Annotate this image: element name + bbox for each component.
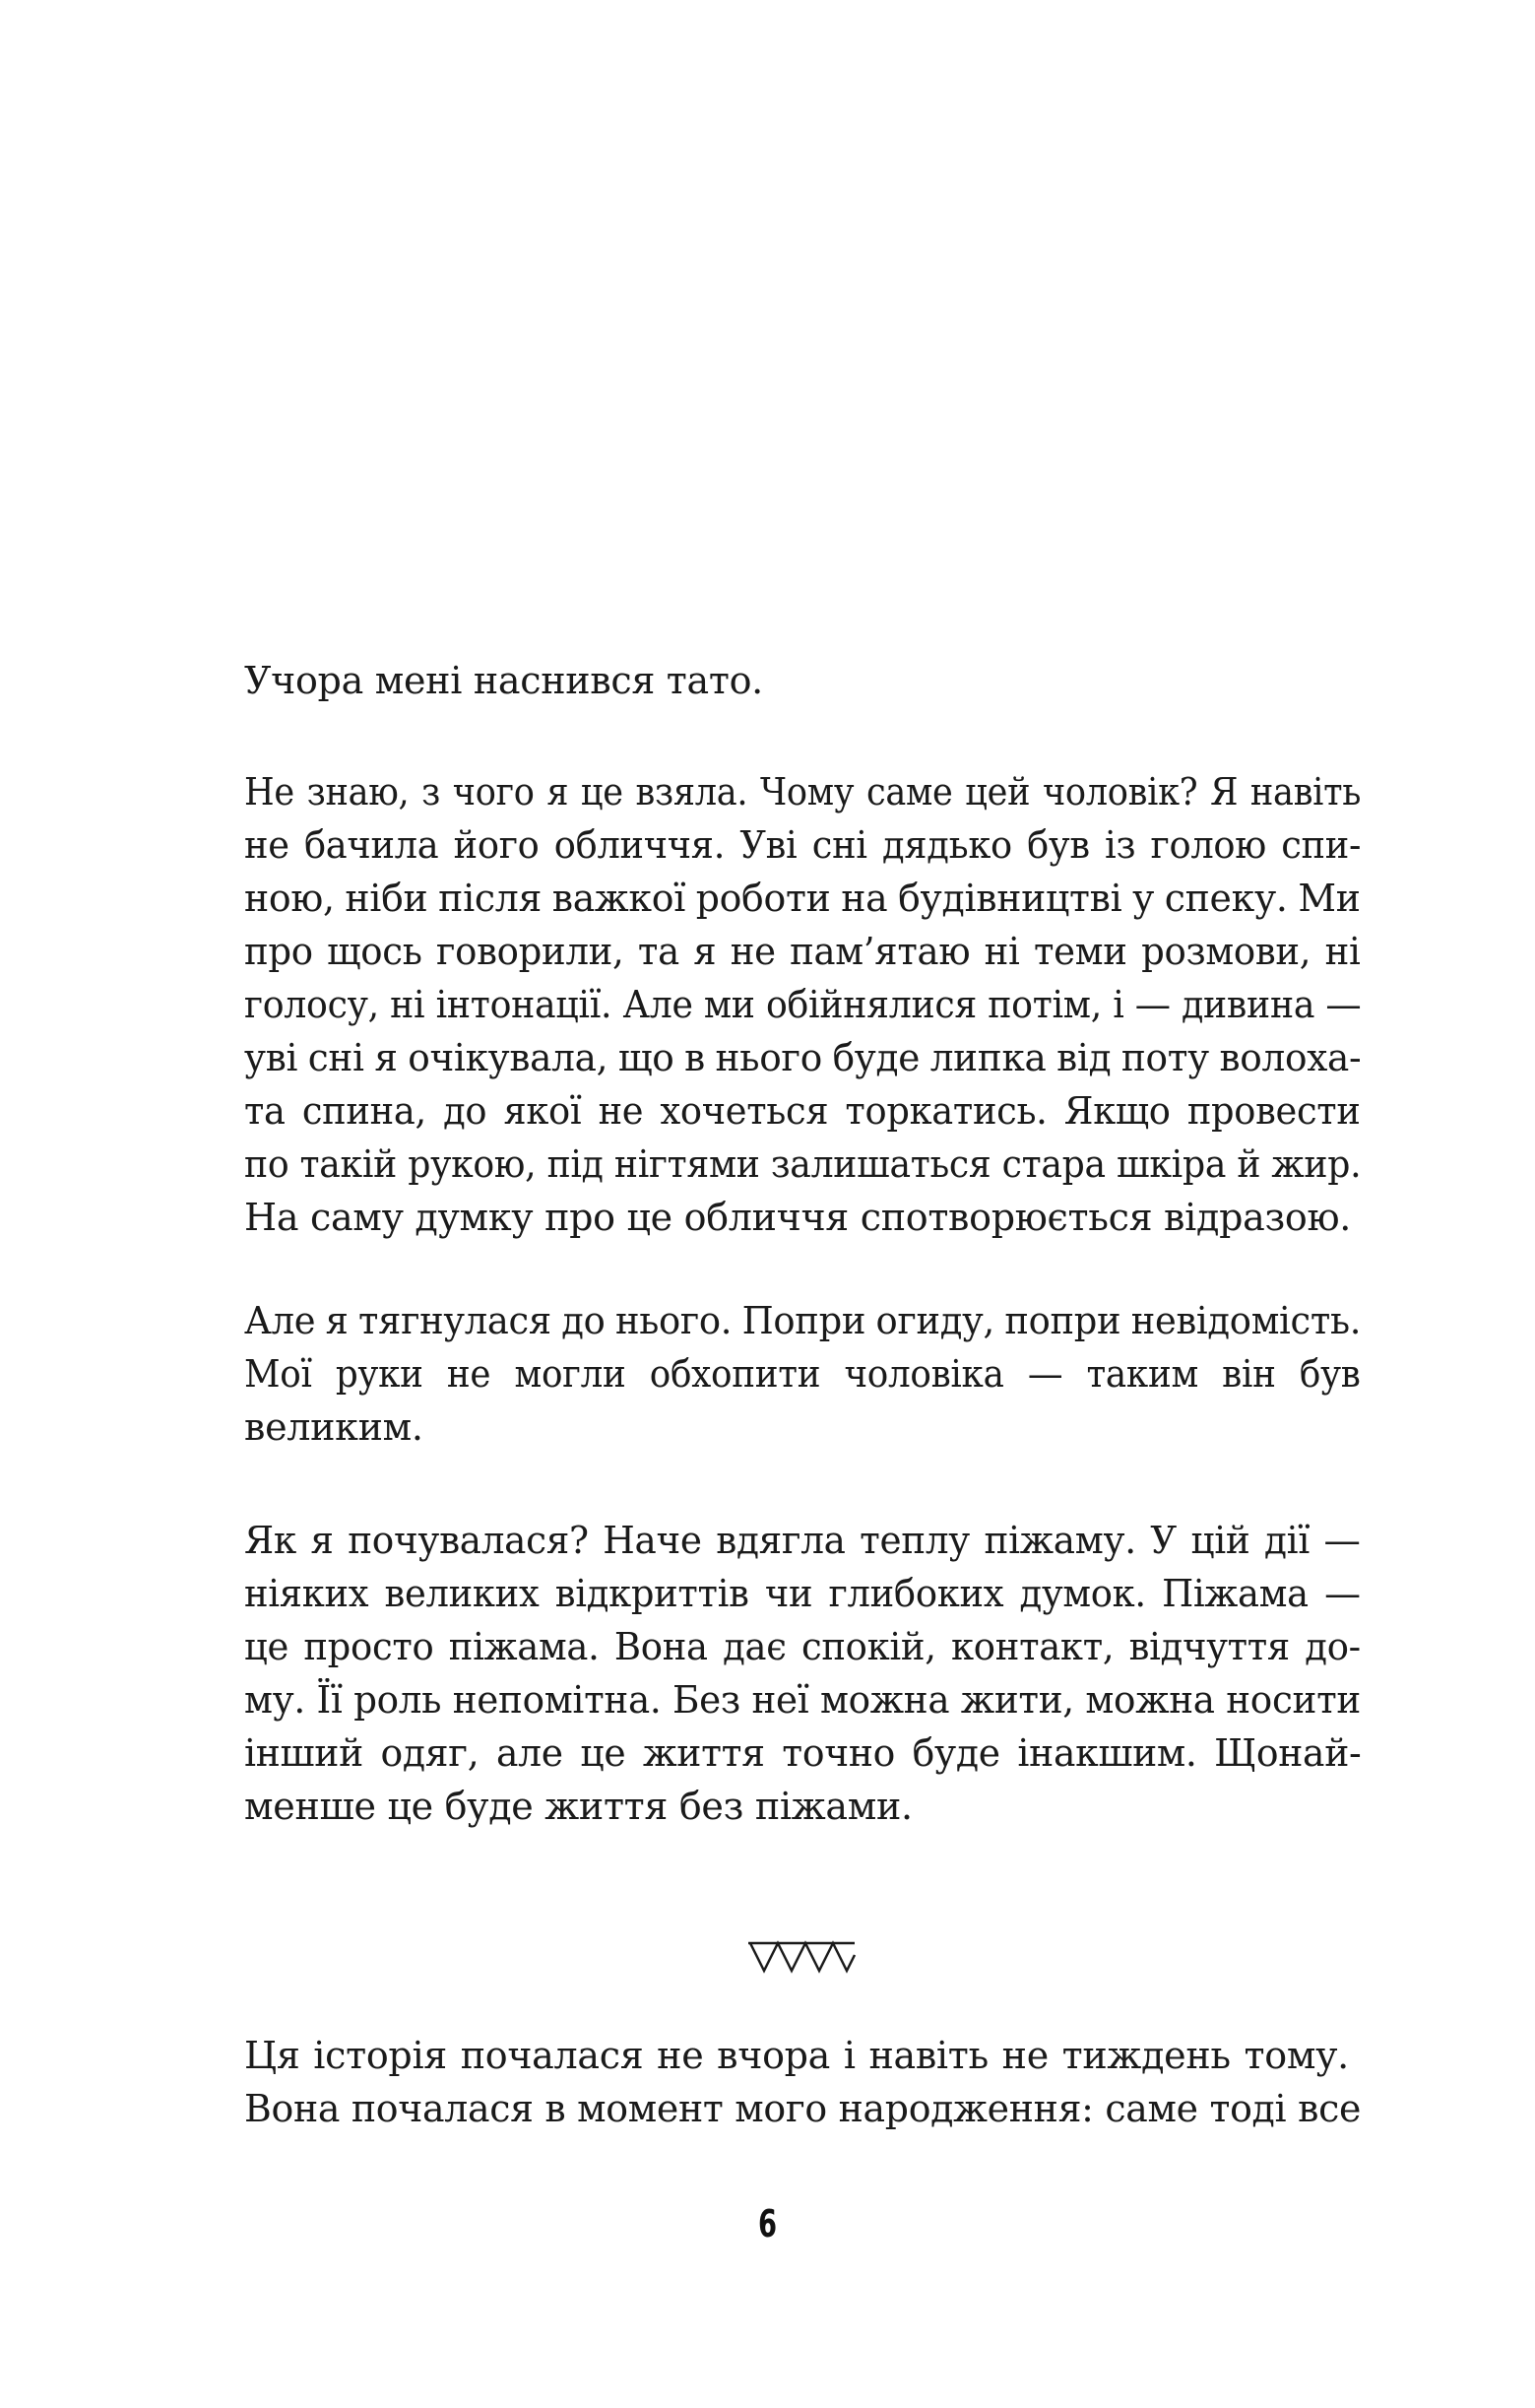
text-line: ною, ніби після важкої роботи на будівництві у спеку. Ми bbox=[244, 877, 1361, 920]
text-line: Ця історія почалася не вчора і навіть не тиждень тому. bbox=[244, 2034, 1349, 2077]
paragraph-2 bbox=[244, 765, 1361, 1244]
paragraph-5 bbox=[244, 2029, 1361, 2135]
text-line: та спина, до якої не хочеться торкатись. Якщо провести bbox=[244, 1089, 1361, 1133]
text-line: уві сні я очікувала, що в нього буде липка від поту волоха- bbox=[244, 1036, 1362, 1079]
text-line: не бачила його обличчя. Уві сні дядько був із голою спи- bbox=[244, 823, 1362, 867]
text-line: це просто піжама. Вона дає спокій, контакт, відчуття до- bbox=[244, 1625, 1361, 1668]
triangle-ornament-icon bbox=[746, 1937, 857, 1977]
text-line: На саму думку про це обличчя спотворюється відразою. bbox=[244, 1196, 1352, 1239]
text-line: ніяких великих відкриттів чи глибоких думок. Піжама — bbox=[244, 1572, 1361, 1615]
paragraph-1 bbox=[244, 654, 1361, 707]
text-line: Мої руки не могли обхопити чоловіка — таким він був bbox=[244, 1352, 1361, 1396]
text-line: Не знаю, з чого я це взяла. Чому саме цей чоловік? Я навіть bbox=[244, 770, 1362, 814]
paragraph-3 bbox=[244, 1294, 1361, 1454]
text-line: менше це буде життя без піжами. bbox=[244, 1785, 913, 1828]
text-line: му. Її роль непомітна. Без неї можна жити, можна носити bbox=[244, 1678, 1361, 1722]
page-number: 6 bbox=[757, 2202, 778, 2245]
text-line: Як я почувалася? Наче вдягла теплу піжаму. У цій дії — bbox=[244, 1519, 1361, 1562]
text-line: Учора мені наснився тато. bbox=[244, 659, 763, 702]
text-line: Вона почалася в момент мого народження: саме тоді все bbox=[244, 2087, 1362, 2130]
text-line: Але я тягнулася до нього. Попри огиду, попри невідомість. bbox=[244, 1299, 1362, 1342]
paragraph-4 bbox=[244, 1514, 1361, 1833]
text-line: великим. bbox=[244, 1405, 423, 1449]
text-line: голосу, ні інтонації. Але ми обійнялися потім, і — дивина — bbox=[244, 983, 1362, 1026]
text-line: про щось говорили, та я не пам’ятаю ні теми розмови, ні bbox=[244, 930, 1361, 973]
text-line: по такій рукою, під нігтями залишаться стара шкіра й жир. bbox=[244, 1142, 1362, 1186]
text-line: інший одяг, але це життя точно буде інакшим. Щонай- bbox=[244, 1731, 1362, 1775]
